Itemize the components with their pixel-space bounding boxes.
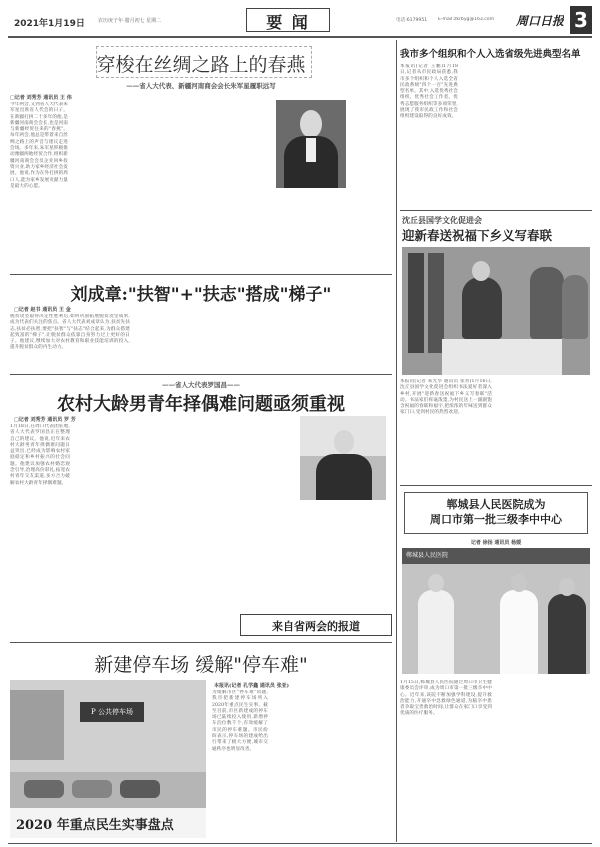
portrait-photo (276, 100, 346, 188)
article-byline: □记者 赵书 通讯员 王 金 (14, 307, 71, 313)
photo-caption: 2020 年重点民生实事盘点 (16, 818, 174, 833)
parking-photo (10, 680, 206, 838)
article-title: 新建停车场 缓解"停车难" (94, 654, 308, 676)
header-phone: 电话:6179951 (396, 18, 428, 23)
couplet-scroll (428, 253, 444, 353)
spectator-figure (562, 275, 588, 339)
doctor-figure (500, 590, 538, 674)
writer-figure (462, 277, 502, 339)
article-ladder (10, 278, 392, 372)
doctor-head (511, 574, 527, 592)
parked-car (72, 780, 112, 798)
spectator-figure (530, 267, 564, 339)
article-body-col3 (336, 690, 392, 838)
article-title: 我市多个组织和个人入选省级先进典型名单 (400, 49, 581, 60)
writer-head (472, 261, 490, 281)
article-body: 脱贫攻坚取得决定性胜利后,如何巩固拓展脱贫攻坚成果,成为代表们关注的焦点。省人大代表刘成章认为,扶贫先扶志,扶贫必扶智,要把"扶智"与"扶志"结合起来,为群众搭建起致富的"梯子",让脱贫群众依靠自身努力过上更好的日子。他建议,继续加大对农村教育和职业技能培训的投入,提升脱贫群众的内生动力。 (10, 314, 130, 351)
delegate-head (334, 430, 354, 454)
article-byline: 本报讯(记者 孔学鑫 通讯员 张亚) (214, 683, 289, 689)
article-body-col2 (498, 680, 592, 838)
article-title: 农村大龄男青年择偶难问题亟须重视 (57, 394, 345, 415)
column-separator (396, 40, 397, 842)
article-title: 迎新春送祝福下乡义写春联 (402, 228, 553, 243)
article-byline: □记者 刘秀芳 通讯员 王 伟 (10, 95, 72, 101)
page-header (8, 6, 592, 38)
header-weekday: 农历庚子年·腊月初七 星期二 (98, 18, 162, 24)
article-body: 1月15日,郸城县人民医院通过周口市卫生健康委员会评审,成为周口市第一批三级卒中中心。近年来,该院不断加强学科建设,提升救治能力,开通卒中急救绿色通道,为脑卒中患者争取宝贵救治时间,让群众在家门口享受到优质的医疗服务。 (400, 680, 492, 717)
portrait-head (300, 110, 322, 138)
article-body-col2 (74, 102, 132, 268)
official-head (559, 578, 575, 596)
article-body-col4 (202, 102, 258, 268)
article-body-col2 (76, 424, 136, 638)
article-body: 本报讯(记者 王鹏)1月18日,记者从市民政局获悉,我市多个组织和个人入选全省民政系统"四个一百"先进典型名单。其中,入选优秀社会组织、优秀社会工作者、优秀志愿服务组织等多项荣誉,展现了我市民政工作和社会组织建设取得的良好成效。 (400, 64, 458, 120)
portrait-shirt (306, 138, 316, 162)
bottom-rule (8, 843, 592, 844)
header-email: E-mail:zkrbyg@163.com (438, 17, 495, 22)
article-hospital (400, 490, 592, 842)
article-body-col2 (274, 690, 330, 838)
divider-3 (10, 642, 392, 643)
divider-1 (10, 274, 392, 275)
doctor-figure (418, 590, 454, 674)
article-title: 穿梭在丝绸之路上的春燕 (96, 54, 306, 76)
article-body-col3 (528, 64, 590, 204)
parking-sign: P 公共停车场 (80, 702, 144, 722)
delegate-body (316, 454, 372, 500)
delegate-photo (300, 416, 386, 500)
article-body-col3 (138, 102, 196, 268)
header-date: 2021年1月19日 (14, 19, 85, 29)
article-body: 本报讯(记者 朱光华 通讯员 张青)1月16日,沈丘县国学文化促进会组织书法爱好者深入乡村,开展"迎新春送祝福下乡义写春联"活动。书法家们挥毫泼墨,为村民送上一副副饱含祝福的春联和福字,把浓浓的年味送到群众家门口,受到村民的热烈欢迎。 (400, 379, 492, 416)
article-body-col3 (262, 314, 392, 370)
article-marriage (10, 378, 392, 640)
article-kicker: ——省人大代表罗国昌—— (162, 381, 240, 389)
header-rule (8, 36, 592, 38)
page-number-badge: 3 (570, 6, 592, 34)
article-body-col4 (208, 424, 268, 638)
doctor-head (428, 574, 444, 592)
paper-logo: 周口日报 (516, 14, 565, 28)
divider-r2 (400, 485, 592, 486)
article-body-col2 (464, 64, 522, 204)
parked-car (120, 780, 160, 798)
article-body: 今年两会,又到省人大代表朱军星出席省人代会的日子。在新疆打拼二十多年的他,是新疆河南商会会长,也是河南与新疆经贸往来的"春燕"。每年两会,他总是带着来自丝绸之路上的声音与建议走进会场。多年来,朱军星积极推动豫疆两地经贸合作,组织新疆河南商会会员企业回乡投资兴业,助力家乡经济社会发展。他说,作为在外打拼的周口人,能为家乡发展贡献力量是最大的心愿。 (10, 102, 68, 189)
hospital-banner: 郸城县人民医院 (402, 548, 590, 564)
article-byline: □记者 刘秀芳 通讯员 罗 芳 (14, 417, 76, 423)
writing-table (442, 339, 562, 375)
divider-r1 (400, 210, 592, 211)
article-body: 1月18日,在周口代表团驻地,省人大代表罗国昌正在整理自己的建议。他说,近年来农村大龄男青年择偶难问题日益突出,已经成为影响农村家庭稳定和乡村振兴的社会问题。他建议加强农村婚恋观念引导,治理高价彩礼,拓宽农村青年交友渠道,多方合力破解农村大龄青年择偶难题。 (10, 424, 70, 486)
article-parking (10, 646, 392, 842)
article-title: 周口市第一批三级李中中心 (430, 513, 562, 526)
official-figure (548, 594, 586, 674)
article-title: 刘成章:"扶智"+"扶志"搭成"梯子" (70, 285, 332, 305)
article-body: 为缓解市区"停车难"问题,我市把新建停车场列入2020年重点民生实事。截至目前,市区新建成的停车场已陆续投入使用,新增停车泊位数千个,有效缓解了市民的停车难题。市民纷纷表示,停车场的建成给出行带来了极大方便,城市交通秩序也明显改善。 (212, 690, 268, 752)
article-spring-couplets (400, 213, 592, 483)
calligraphy-photo (402, 247, 590, 375)
section-banner-text: 来自省两会的报道 (272, 620, 360, 633)
article-byline: 记者 徐扬 通讯员 杨媛 (470, 540, 522, 546)
article-kicker: 沈丘县国学文化促进会 (402, 215, 482, 225)
article-body-col5 (264, 192, 392, 268)
section-title: 要 闻 (266, 13, 310, 32)
hospital-photo (402, 548, 590, 674)
article-body-col5 (274, 504, 392, 604)
article-body-col2 (136, 314, 256, 370)
couplet-scroll (408, 253, 424, 353)
parking-building (10, 690, 64, 760)
parked-car (24, 780, 64, 798)
article-title: 郸城县人民医院成为 (446, 498, 546, 511)
article-awards (400, 40, 592, 208)
article-silk-road (10, 40, 392, 272)
article-subtitle: ——省人大代表、新疆河南商会会长朱军星履职远写 (126, 82, 276, 90)
article-body-col3 (142, 424, 202, 638)
divider-2 (10, 374, 392, 375)
article-body-col2 (498, 379, 592, 479)
